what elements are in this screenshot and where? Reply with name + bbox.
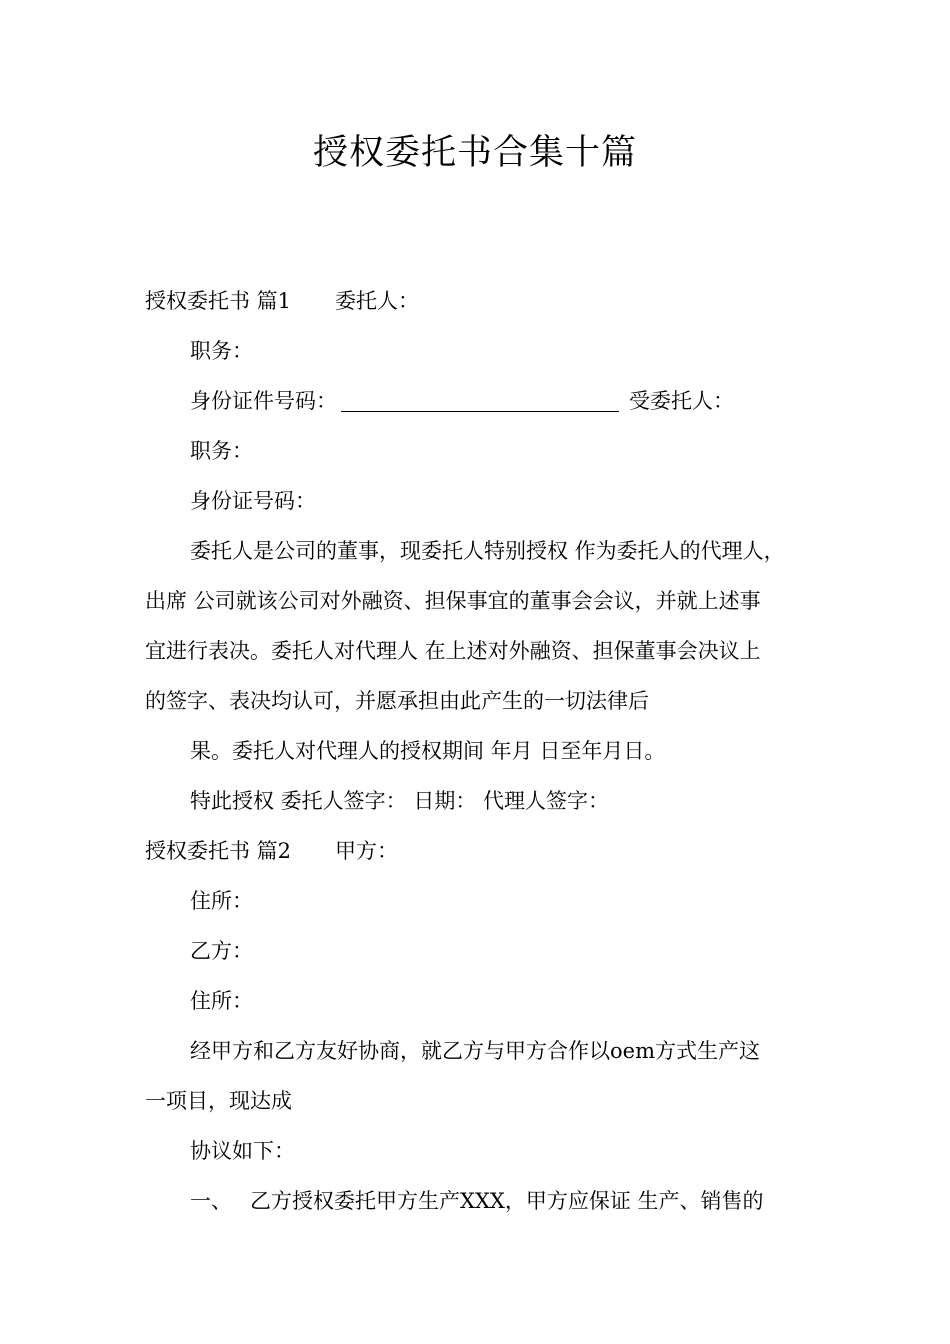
section1-para2: 果。委托人对代理人的授权期间 年月 日至年月日。: [190, 739, 666, 763]
section2-para1-line2: 一项目，现达成: [145, 1089, 292, 1113]
section1-heading-line: [145, 286, 419, 316]
section2-para2: 协议如下：: [190, 1139, 295, 1163]
section1-heading: 授权委托书 篇1: [145, 289, 292, 313]
section1-para1-line3: 宜进行表决。委托人对代理人 在上述对外融资、担保董事会决议上: [145, 639, 761, 663]
section2-heading-line: [145, 836, 398, 866]
id-label: 身份证件号码：: [190, 389, 337, 413]
section1-sign-line: 特此授权 委托人签字： 日期： 代理人签字：: [190, 789, 610, 813]
party-a-label: 甲方：: [335, 839, 399, 863]
address-label-1: 住所：: [190, 889, 253, 913]
section2-heading: 授权委托书 篇2: [145, 839, 292, 863]
address-label-2: 住所：: [190, 989, 253, 1013]
section1-para1-line4: 的签字、表决均认可，并愿承担由此产生的一切法律后: [145, 689, 649, 713]
section2-item1: [190, 1186, 764, 1216]
item1-number: 一、: [190, 1189, 232, 1213]
position-label-2: 职务：: [190, 439, 253, 463]
item1-text: 乙方授权委托甲方生产XXX，甲方应保证 生产、销售的: [250, 1189, 764, 1213]
section1-para1-line1: 委托人是公司的董事，现委托人特别授权 作为委托人的代理人，: [190, 539, 785, 563]
id-number-blank: [341, 389, 619, 412]
position-label-1: 职务：: [190, 339, 253, 363]
principal-label: 委托人：: [335, 289, 420, 313]
document-title: 授权委托书合集十篇: [312, 133, 637, 173]
party-b-label: 乙方：: [190, 939, 253, 963]
section2-para1-line1: 经甲方和乙方友好协商，就乙方与甲方合作以oem方式生产这: [190, 1039, 760, 1063]
section1-para1-line2: 出席 公司就该公司对外融资、担保事宜的董事会会议，并就上述事: [145, 589, 761, 613]
id-number-line: [190, 386, 734, 416]
agent-label: 受委托人：: [629, 389, 734, 413]
id-label-2: 身份证号码：: [190, 489, 316, 513]
